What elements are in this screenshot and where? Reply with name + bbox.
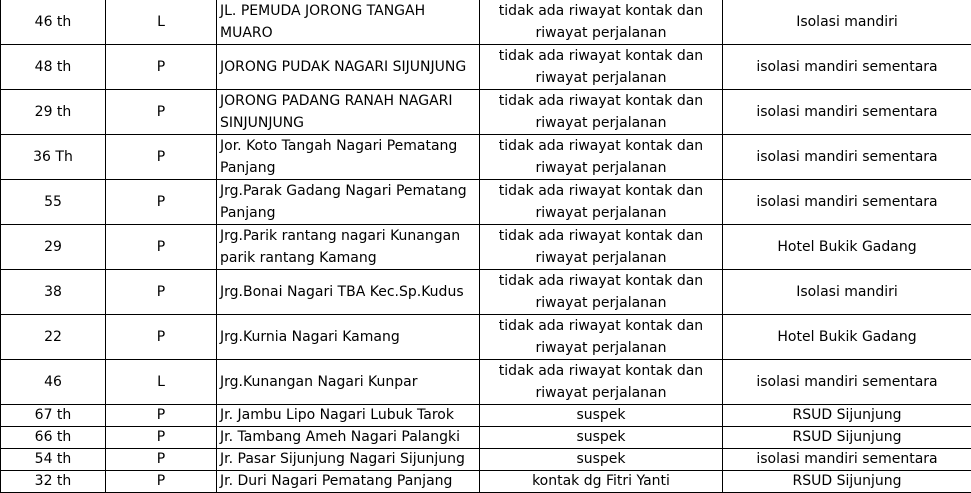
status-cell: RSUD Sijunjung [723, 405, 971, 427]
gender-cell: P [106, 449, 217, 471]
table-row [1, 270, 971, 315]
gender-cell: P [106, 90, 217, 135]
history-cell: tidak ada riwayat kontak dan riwayat perjalanan [480, 90, 723, 135]
table-row [1, 225, 971, 270]
table-row [1, 45, 971, 90]
status-cell: isolasi mandiri sementara [723, 449, 971, 471]
gender-cell: P [106, 471, 217, 493]
address-cell: Jr. Jambu Lipo Nagari Lubuk Tarok [217, 405, 480, 427]
status-cell: Isolasi mandiri [723, 0, 971, 45]
table-row [1, 0, 971, 45]
history-cell: tidak ada riwayat kontak dan riwayat perjalanan [480, 45, 723, 90]
history-cell: suspek [480, 405, 723, 427]
age-cell: 38 [1, 270, 106, 315]
history-cell: tidak ada riwayat kontak dan riwayat perjalanan [480, 360, 723, 405]
gender-cell: L [106, 360, 217, 405]
age-cell: 66 th [1, 427, 106, 449]
age-cell: 46 [1, 360, 106, 405]
age-cell: 29 [1, 225, 106, 270]
status-cell: RSUD Sijunjung [723, 427, 971, 449]
age-cell: 22 [1, 315, 106, 360]
address-cell: JORONG PUDAK NAGARI SIJUNJUNG [217, 45, 480, 90]
address-cell: JORONG PADANG RANAH NAGARI SINJUNJUNG [217, 90, 480, 135]
history-cell: suspek [480, 449, 723, 471]
gender-cell: P [106, 427, 217, 449]
age-cell: 29 th [1, 90, 106, 135]
age-cell: 46 th [1, 0, 106, 45]
table-row [1, 90, 971, 135]
history-cell: tidak ada riwayat kontak dan riwayat perjalanan [480, 315, 723, 360]
status-cell: isolasi mandiri sementara [723, 135, 971, 180]
address-cell: Jr. Pasar Sijunjung Nagari Sijunjung [217, 449, 480, 471]
age-cell: 32 th [1, 471, 106, 493]
address-cell: Jrg.Parik rantang nagari Kunangan parik rantang Kamang [217, 225, 480, 270]
history-cell: tidak ada riwayat kontak dan riwayat perjalanan [480, 135, 723, 180]
gender-cell: P [106, 315, 217, 360]
table-row [1, 427, 971, 449]
age-cell: 67 th [1, 405, 106, 427]
status-cell: isolasi mandiri sementara [723, 45, 971, 90]
gender-cell: P [106, 135, 217, 180]
status-cell: Isolasi mandiri [723, 270, 971, 315]
address-cell: JL. PEMUDA JORONG TANGAH MUARO [217, 0, 480, 45]
table-row [1, 405, 971, 427]
address-cell: Jrg.Kurnia Nagari Kamang [217, 315, 480, 360]
gender-cell: P [106, 180, 217, 225]
status-cell: Hotel Bukik Gadang [723, 315, 971, 360]
address-cell: Jr. Duri Nagari Pematang Panjang [217, 471, 480, 493]
gender-cell: P [106, 225, 217, 270]
table-row [1, 180, 971, 225]
status-cell: isolasi mandiri sementara [723, 90, 971, 135]
history-cell: suspek [480, 427, 723, 449]
gender-cell: L [106, 0, 217, 45]
status-cell: Hotel Bukik Gadang [723, 225, 971, 270]
address-cell: Jr. Tambang Ameh Nagari Palangki [217, 427, 480, 449]
age-cell: 48 th [1, 45, 106, 90]
table-row [1, 360, 971, 405]
status-cell: RSUD Sijunjung [723, 471, 971, 493]
table-row [1, 135, 971, 180]
history-cell: tidak ada riwayat kontak dan riwayat perjalanan [480, 180, 723, 225]
age-cell: 54 th [1, 449, 106, 471]
address-cell: Jrg.Parak Gadang Nagari Pematang Panjang [217, 180, 480, 225]
table-row [1, 449, 971, 471]
status-cell: isolasi mandiri sementara [723, 180, 971, 225]
address-cell: Jrg.Kunangan Nagari Kunpar [217, 360, 480, 405]
history-cell: tidak ada riwayat kontak dan riwayat perjalanan [480, 270, 723, 315]
gender-cell: P [106, 45, 217, 90]
history-cell: tidak ada riwayat kontak dan riwayat perjalanan [480, 0, 723, 45]
address-cell: Jor. Koto Tangah Nagari Pematang Panjang [217, 135, 480, 180]
status-cell: isolasi mandiri sementara [723, 360, 971, 405]
age-cell: 55 [1, 180, 106, 225]
gender-cell: P [106, 405, 217, 427]
gender-cell: P [106, 270, 217, 315]
history-cell: kontak dg Fitri Yanti [480, 471, 723, 493]
address-cell: Jrg.Bonai Nagari TBA Kec.Sp.Kudus [217, 270, 480, 315]
history-cell: tidak ada riwayat kontak dan riwayat perjalanan [480, 225, 723, 270]
age-cell: 36 Th [1, 135, 106, 180]
table-row [1, 315, 971, 360]
